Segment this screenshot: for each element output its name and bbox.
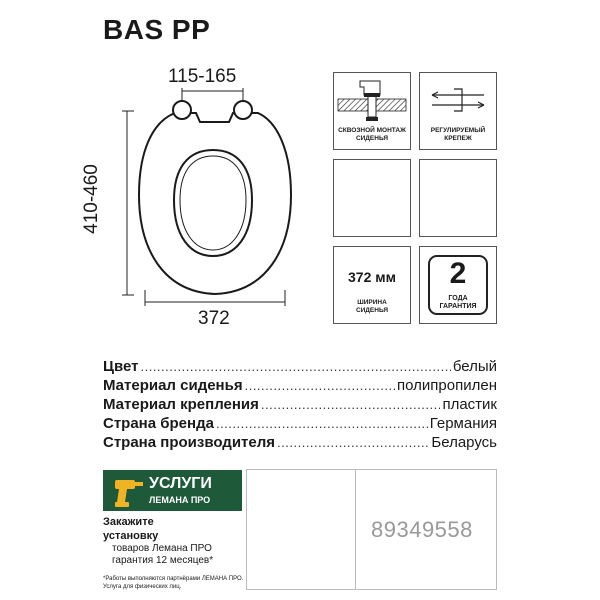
dim-hinge-spacing: 115-165 [168, 66, 237, 87]
services-banner [103, 470, 242, 511]
hinge-left [173, 101, 191, 119]
order-sub-1: товаров Лемана ПРО [112, 543, 212, 554]
spec-value: белый [452, 358, 497, 375]
order-line-2: установку [103, 530, 159, 542]
seat-outer [139, 113, 291, 294]
spec-value: пластик [442, 396, 497, 413]
fine-print-1: *Работы выполняются партнёрами ЛЕМАНА ПРО. [103, 576, 244, 582]
spec-key: Цвет [103, 358, 139, 375]
spec-key: Страна бренда [103, 415, 214, 432]
warranty-label-2: ГАРАНТИЯ [439, 303, 477, 310]
spec-value: Германия [429, 415, 497, 432]
spec-key: Страна производителя [103, 434, 276, 451]
drill-icon [107, 472, 147, 510]
spec-value: полипропилен [397, 377, 497, 394]
services-subtitle: ЛЕМАНА ПРО [149, 495, 211, 505]
adjustable-label-2: КРЕПЕЖ [444, 135, 472, 142]
seat-opening [174, 150, 252, 256]
through-mount-label-2: СИДЕНЬЯ [355, 135, 389, 142]
spec-value: Беларусь [431, 434, 497, 451]
hinge-right [234, 101, 252, 119]
feature-empty-1 [333, 159, 411, 237]
seat-width-value: 372 мм [348, 269, 396, 285]
product-title: BAS PP [103, 14, 211, 45]
adjustable-label-1: РЕГУЛИРУЕМЫЙ [430, 127, 486, 134]
seat-width-label-1: ШИРИНА [357, 299, 387, 306]
feature-warranty [419, 246, 497, 324]
warranty-label-1: ГОДА [448, 295, 468, 302]
services-title: УСЛУГИ [149, 475, 212, 492]
through-mount-label-1: СКВОЗНОЙ МОНТАЖ [338, 127, 406, 134]
through-mount-icon [334, 75, 410, 125]
feature-empty-2 [419, 159, 497, 237]
adjustable-mount-icon [420, 75, 496, 125]
feature-adjustable [419, 72, 497, 150]
order-sub-2: гарантия 12 месяцев* [112, 555, 214, 566]
feature-through-mount [333, 72, 411, 150]
spec-key: Материал сиденья [103, 377, 243, 394]
warranty-number: 2 [449, 257, 467, 290]
dim-length: 410-460 [81, 164, 102, 234]
spec-row-seat-material [103, 377, 497, 396]
spec-row-manufacturer-country [103, 434, 497, 453]
spec-row-color [103, 358, 497, 377]
dim-width: 372 [198, 308, 230, 329]
article-number: 89349558 [371, 517, 473, 542]
fine-print-2: Услуга для физических лиц. [103, 584, 182, 590]
seat-width-label-2: СИДЕНЬЯ [355, 307, 389, 314]
code-box-left [246, 469, 356, 590]
spec-row-brand-country [103, 415, 497, 434]
feature-seat-width [333, 246, 411, 324]
spec-list [103, 358, 497, 453]
spec-key: Материал крепления [103, 396, 259, 413]
spec-row-mount-material [103, 396, 497, 415]
order-line-1: Закажите [103, 516, 154, 528]
